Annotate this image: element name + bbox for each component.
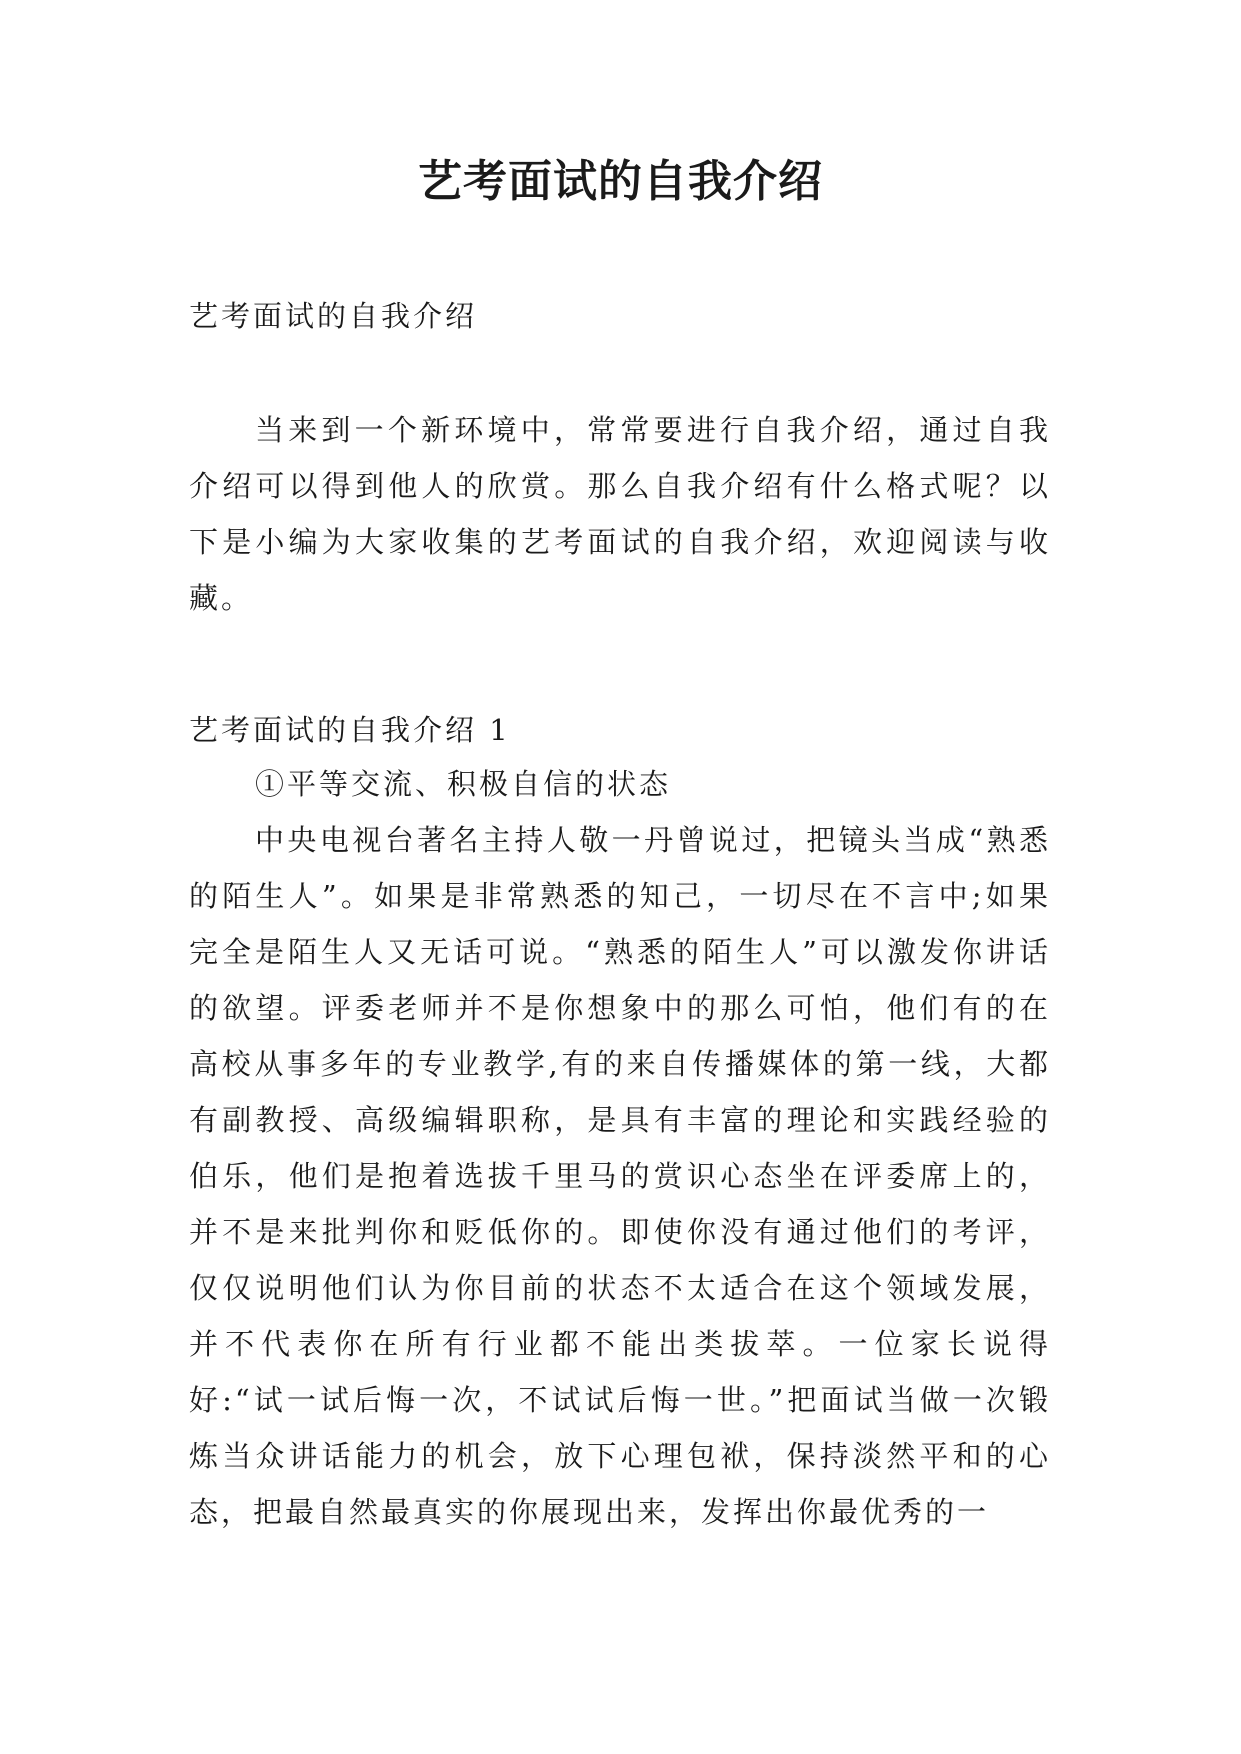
document-subtitle: 艺考面试的自我介绍: [189, 299, 478, 333]
section-heading: 艺考面试的自我介绍 1: [189, 713, 511, 747]
intro-paragraph: 当来到一个新环境中，常常要进行自我介绍，通过自我介绍可以得到他人的欣赏。那么自我介绍有什么格式呢？以下是小编为大家收集的艺考面试的自我介绍，欢迎阅读与收藏。: [189, 413, 1051, 615]
point-title: ①平等交流、积极自信的状态: [255, 767, 672, 801]
document-title: 艺考面试的自我介绍: [418, 156, 823, 207]
body-paragraph: 中央电视台著名主持人敬一丹曾说过，把镜头当成“熟悉的陌生人”。如果是非常熟悉的知己，一切尽在不言中;如果完全是陌生人又无话可说。“熟悉的陌生人”可以激发你讲话的欲望。评委老师并不是你想象中的那么可怕，他们有的在高校从事多年的专业教学,有的来自传播媒体的第一线，大都有副教授、高级编辑职称，是具有丰富的理论和实践经验的伯乐，他们是抱着选拔千里马的赏识心态坐在评委席上的，并不是来批判你和贬低你的。即使你没有通过他们的考评，仅仅说明他们认为你目前的状态不太适合在这个领域发展，并不代表你在所有行业都不能出类拔萃。一位家长说得好:“试一试后悔一次，不试试后悔一世。”把面试当做一次锻炼当众讲话能力的机会，放下心理包袱，保持淡然平和的心态，把最自然最真实的你展现出来，发挥出你最优秀的一: [189, 823, 1051, 1529]
